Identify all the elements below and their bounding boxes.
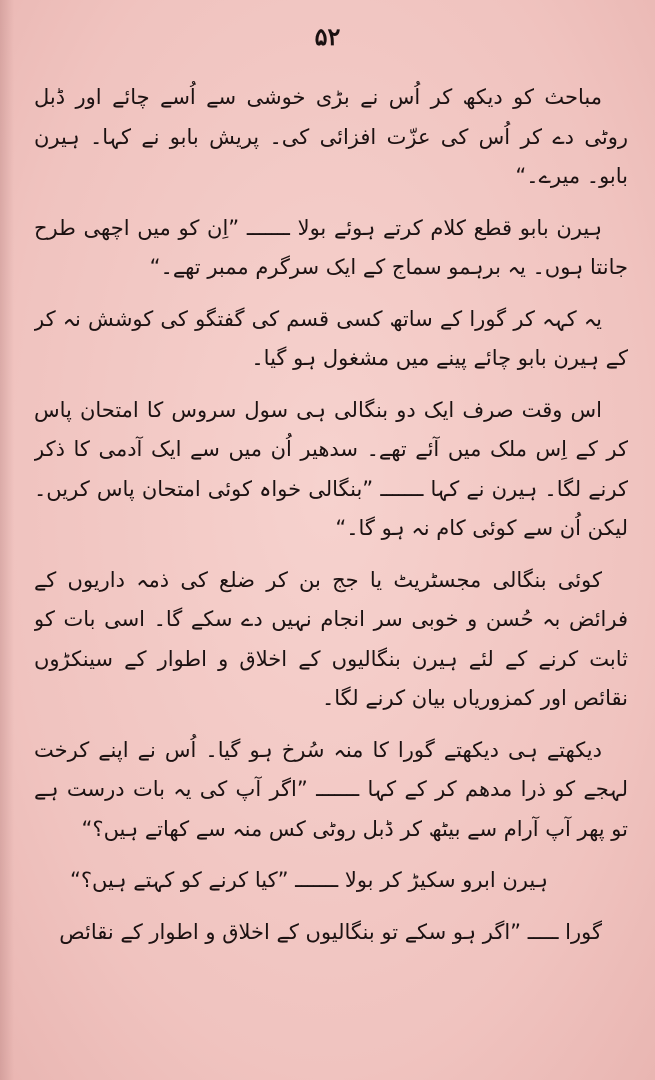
paragraph-6: دیکھتے ہی دیکھتے گورا کا منہ سُرخ ہو گیا۔ اُس نے اپنے کرخت لہجے کو ذرا مدھم کر کے کہا ـــــــ ”اگر آپ کی یہ بات درست ہے تو پھر آپ آرام سے بیٹھ کر ڈبل روٹی کس منہ سے کھاتے ہیں؟“ — [34, 737, 628, 841]
paragraph-1: مباحث کو دیکھ کر اُس نے بڑی خوشی سے اُسے چائے اور ڈبل روٹی دے کر اُس کی عزّت افزائی کی۔ پریش بابو نے کہا۔ ہیرن بابو۔ میرے۔“ — [34, 85, 628, 188]
page-edge-shadow — [0, 0, 14, 1080]
paragraph-7: ہیرن ابرو سکیڑ کر بولا ـــــــ ”کیا کرنے کو کہتے ہیں؟“ — [69, 868, 548, 892]
paragraph-5: کوئی بنگالی مجسٹریٹ یا جج بن کر ضلع کی ذمہ داریوں کے فرائض بہ حُسن و خوبی سر انجام نہیں دے سکے گا۔ اسی بات کو ثابت کرنے کے لئے ہیرن بنگالیوں کے اخلاق و اطوار کے سینکڑوں نقائص اور کمزوریاں بیان کرنے لگا۔ — [34, 567, 628, 710]
paragraph-3: یہ کہہ کر گورا کے ساتھ کسی قسم کی گفتگو کی کوشش نہ کر کے ہیرن بابو چائے پینے میں مشغول ہو گیا۔ — [34, 306, 628, 370]
paragraph-8: گورا ـــــ ”اگر ہو سکے تو بنگالیوں کے اخلاق و اطوار کے نقائص — [59, 919, 602, 944]
paragraph-2: ہیرن بابو قطع کلام کرتے ہوئے بولا ـــــــ ”اِن کو میں اچھی طرح جانتا ہوں۔ یہ برہمو سماج کے ایک سرگرم ممبر تھے۔“ — [34, 215, 628, 279]
page-number: ۵۲ — [314, 22, 341, 51]
paragraph-4: اس وقت صرف ایک دو بنگالی ہی سول سروس کا امتحان پاس کر کے اِس ملک میں آئے تھے۔ سدھیر اُن میں سے ایک آدمی کا ذکر کرنے لگا۔ ہیرن نے کہا ـــــــ ”بنگالی خواہ کوئی امتحان پاس کریں۔ لیکن اُن سے کوئی کام نہ ہو گا۔“ — [34, 397, 628, 540]
page-text — [34, 78, 628, 1068]
